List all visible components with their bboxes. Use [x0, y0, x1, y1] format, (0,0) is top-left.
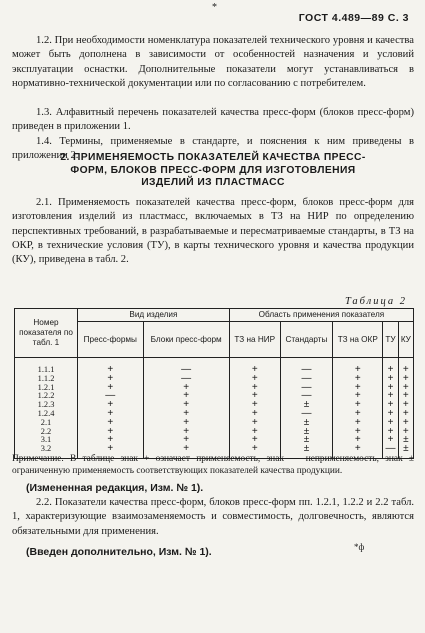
applicability-cell: + [383, 436, 398, 445]
applicability-cell: ± [280, 401, 332, 410]
side-mark: *ф [354, 542, 365, 552]
applicability-cell: + [383, 428, 398, 437]
col-header-ku: КУ [398, 322, 413, 358]
applicability-cell: + [333, 384, 383, 393]
applicability-cell: — [280, 375, 332, 384]
table-row [15, 375, 414, 384]
top-mark: * [212, 2, 217, 13]
applicability-cell: ± [398, 445, 413, 458]
applicability-cell: + [229, 358, 280, 375]
applicability-cell: + [383, 392, 398, 401]
applicability-cell: + [333, 375, 383, 384]
col-header-tz-okr: ТЗ на ОКР [333, 322, 383, 358]
applicability-cell: + [383, 375, 398, 384]
applicability-cell: + [78, 375, 144, 384]
applicability-cell: + [398, 410, 413, 419]
row-code: 3.1 [15, 436, 78, 445]
row-code: 1.2.3 [15, 401, 78, 410]
col-header-tz-nir: ТЗ на НИР [229, 322, 280, 358]
page-header: ГОСТ 4.489—89 С. 3 [298, 12, 409, 24]
applicability-cell: — [383, 445, 398, 458]
applicability-cell: ± [280, 445, 332, 458]
applicability-cell: + [333, 401, 383, 410]
applicability-cell: + [229, 445, 280, 458]
applicability-cell: — [143, 375, 229, 384]
applicability-cell: + [333, 410, 383, 419]
applicability-cell: ± [280, 436, 332, 445]
applicability-cell: + [229, 375, 280, 384]
applicability-cell: — [280, 392, 332, 401]
applicability-cell: + [383, 419, 398, 428]
applicability-cell: + [143, 428, 229, 437]
table-row [15, 401, 414, 410]
paragraph-1-4: 1.4. Термины, применяемые в стандарте, и пояснения к ним приведены в приложении 2. [12, 136, 414, 162]
applicability-cell: + [229, 428, 280, 437]
table-note: Примечание. В таблице знак + означает применяемость, знак — неприменяемость, знак ± ограниченную применяемость соответствующих показателей качества продукции. [12, 454, 414, 476]
applicability-cell: + [398, 375, 413, 384]
applicability-cell: + [143, 445, 229, 458]
applicability-cell: + [78, 436, 144, 445]
applicability-cell: + [78, 401, 144, 410]
row-code: 1.1.2 [15, 375, 78, 384]
applicability-cell: + [229, 384, 280, 393]
applicability-cell: + [78, 358, 144, 375]
col-header-tu: ТУ [383, 322, 398, 358]
applicability-cell: + [333, 419, 383, 428]
table-row [15, 419, 414, 428]
table-row [15, 384, 414, 393]
section-title: 2. ПРИМЕНЯЕМОСТЬ ПОКАЗАТЕЛЕЙ КАЧЕСТВА ПРЕСС-ФОРМ, БЛОКОВ ПРЕСС-ФОРМ ДЛЯ ИЗГОТОВЛЕНИЯ ИЗДЕЛИЙ ИЗ ПЛАСТМАСС [60, 152, 366, 188]
applicability-cell: + [78, 428, 144, 437]
row-code: 1.2.4 [15, 410, 78, 419]
paragraph-1-2: 1.2. При необходимости номенклатура показателей технического уровня и качества может быть дополнена в зависимости от особенностей назначения и условий эксплуатации оснастки. Дополнительные показатели могут устанавливаться в нормативно-технической документации или по согласованию с потребителем. [12, 35, 414, 89]
row-code: 2.2 [15, 428, 78, 437]
applicability-cell: + [229, 410, 280, 419]
table-row [15, 410, 414, 419]
row-code: 1.1.1 [15, 358, 78, 375]
applicability-cell: + [143, 384, 229, 393]
applicability-cell: + [333, 358, 383, 375]
applicability-cell: + [78, 410, 144, 419]
table-row [15, 358, 414, 375]
applicability-cell: + [333, 392, 383, 401]
applicability-cell: + [398, 392, 413, 401]
row-code: 1.2.2 [15, 392, 78, 401]
applicability-cell: + [143, 419, 229, 428]
row-code: 2.1 [15, 419, 78, 428]
applicability-cell: + [229, 401, 280, 410]
applicability-cell: + [383, 401, 398, 410]
group-header-area: Область применения показателя [229, 309, 413, 322]
applicability-cell: — [78, 392, 144, 401]
applicability-cell: + [333, 428, 383, 437]
amendment-note-1: (Измененная редакция, Изм. № 1). [26, 482, 204, 494]
table-row [15, 428, 414, 437]
paragraph-2-1: 2.1. Применяемость показателей качества пресс-форм, блоков пресс-форм для изготовления изделий из пластмасс, включаемых в ТЗ на НИР по определению перспективных требований, в разрабатываемые и пересматриваемые стандарты, в ТЗ на ОКР, в технические условия (ТУ), в карты технического уровня и качества продукции (КУ), приведена в табл. 2. [12, 197, 414, 266]
applicability-cell: + [333, 445, 383, 458]
applicability-cell: + [398, 401, 413, 410]
applicability-cell: + [229, 436, 280, 445]
table-row [15, 392, 414, 401]
applicability-cell: + [229, 419, 280, 428]
applicability-cell: + [78, 445, 144, 458]
applicability-cell: — [280, 384, 332, 393]
applicability-cell: + [383, 410, 398, 419]
applicability-cell: + [398, 428, 413, 437]
applicability-cell: + [398, 358, 413, 375]
applicability-cell: + [229, 392, 280, 401]
applicability-cell: — [280, 358, 332, 375]
applicability-cell: ± [280, 419, 332, 428]
applicability-cell: + [143, 392, 229, 401]
paragraph-2-2: 2.2. Показатели качества пресс-форм, блоков пресс-форм пп. 1.2.1, 1.2.2 и 2.2 табл. 1, характеризующие взаимозаменяемость и совместимость, долговечность, являются обязательными для применения. [12, 497, 414, 537]
col-header-code: Номер показателя по табл. 1 [15, 309, 78, 358]
applicability-cell: + [398, 419, 413, 428]
col-header-blocks: Блоки пресс-форм [143, 322, 229, 358]
applicability-cell: ± [280, 428, 332, 437]
applicability-cell: + [383, 358, 398, 375]
applicability-cell: + [398, 384, 413, 393]
applicability-cell: + [333, 436, 383, 445]
applicability-cell: — [280, 410, 332, 419]
table-caption: Таблица 2 [344, 296, 407, 307]
applicability-table [14, 308, 414, 459]
col-header-std: Стандарты [280, 322, 332, 358]
col-header-press: Пресс-формы [78, 322, 144, 358]
group-header-kind: Вид изделия [78, 309, 230, 322]
paragraph-1-3: 1.3. Алфавитный перечень показателей качества пресс-форм (блоков пресс-форм) приведен в приложении 1. [12, 107, 414, 133]
applicability-cell: + [143, 401, 229, 410]
table-row [15, 436, 414, 445]
applicability-cell: + [383, 384, 398, 393]
row-code: 3.2 [15, 445, 78, 458]
applicability-cell: ± [398, 436, 413, 445]
row-code: 1.2.1 [15, 384, 78, 393]
applicability-cell: + [78, 384, 144, 393]
applicability-cell: + [143, 436, 229, 445]
applicability-cell: + [78, 419, 144, 428]
applicability-cell: + [143, 410, 229, 419]
applicability-cell: — [143, 358, 229, 375]
amendment-note-2: (Введен дополнительно, Изм. № 1). [26, 546, 212, 558]
